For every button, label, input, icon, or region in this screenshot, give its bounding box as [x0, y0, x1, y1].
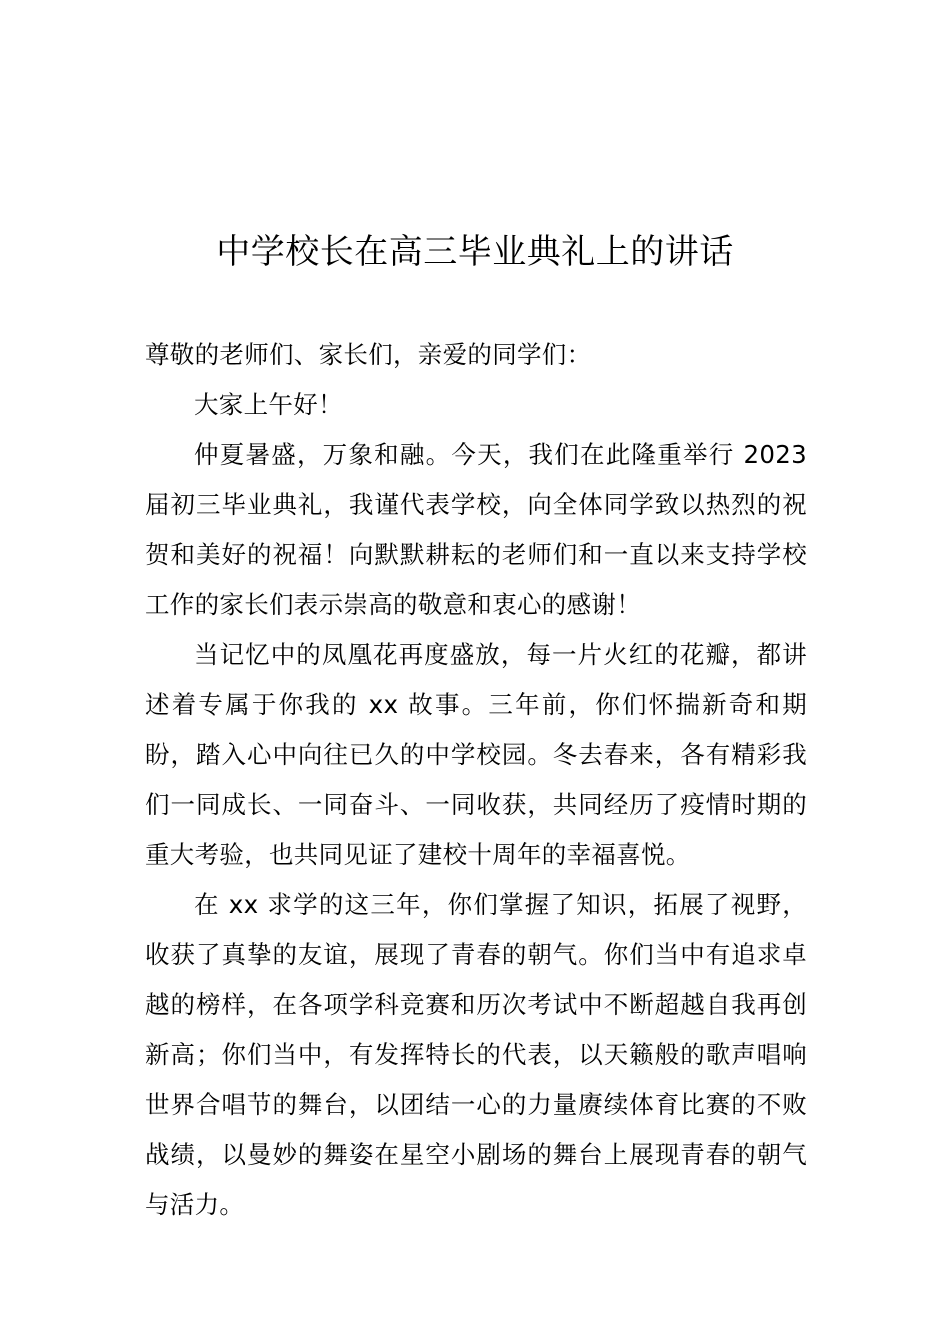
document-body [145, 330, 807, 1230]
salutation: 尊敬的老师们、家长们，亲爱的同学们： [145, 340, 592, 369]
paragraph-memories: 当记忆中的凤凰花再度盛放，每一片火红的花瓣，都讲述着专属于你我的 xx 故事。三年前，你们怀揣新奇和期盼，踏入心中向往已久的中学校园。冬去春来，各有精彩我们一同成长、一同奋斗、一同收获，共同经历了疫情时期的重大考验，也共同见证了建校十周年的幸福喜悦。 [145, 640, 807, 869]
document-title: 中学校长在高三毕业典礼上的讲话 [216, 232, 734, 272]
paragraph-greeting: 大家上午好！ [194, 390, 343, 419]
paragraph-achievements: 在 xx 求学的这三年，你们掌握了知识，拓展了视野，收获了真挚的友谊，展现了青春的朝气。你们当中有追求卓越的榜样，在各项学科竞赛和历次考试中不断超越自我再创新高；你们当中，有发挥特长的代表，以天籁般的歌声唱响世界合唱节的舞台，以团结一心的力量赓续体育比赛的不败战绩，以曼妙的舞姿在星空小剧场的舞台上展现青春的朝气与活力。 [145, 890, 807, 1219]
paragraph-opening: 仲夏暑盛，万象和融。今天，我们在此隆重举行 2023 届初三毕业典礼，我谨代表学校，向全体同学致以热烈的祝贺和美好的祝福！向默默耕耘的老师们和一直以来支持学校工作的家长们表示崇高的敬意和衷心的感谢！ [145, 440, 807, 619]
